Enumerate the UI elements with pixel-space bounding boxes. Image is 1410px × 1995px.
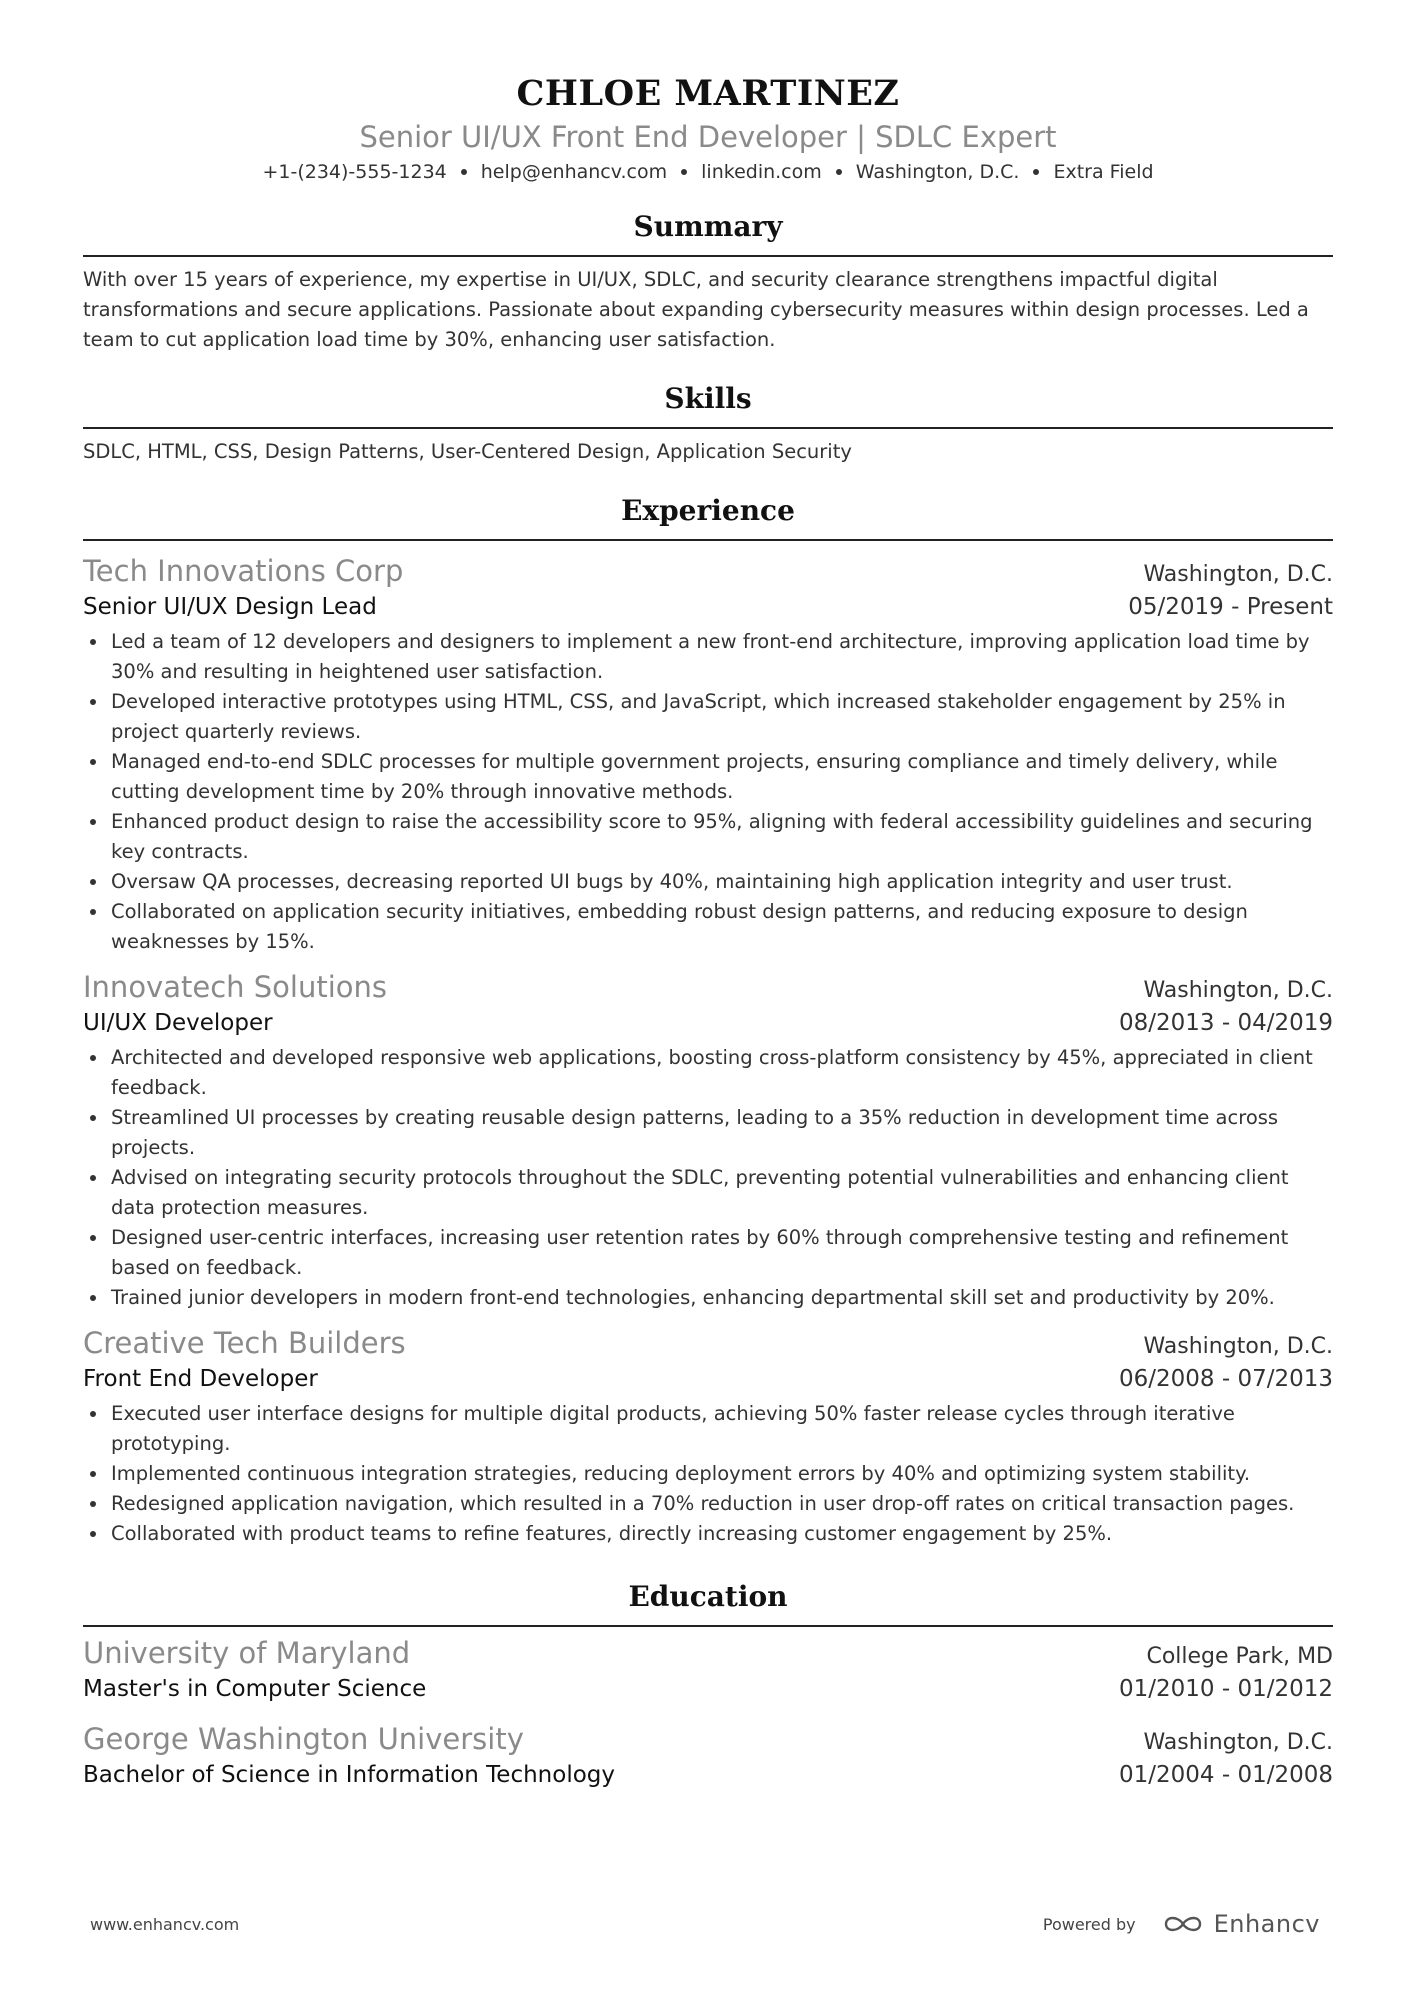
candidate-name: CHLOE MARTINEZ: [516, 73, 900, 114]
achievement-item: Developed interactive prototypes using HTML, CSS, and JavaScript, which increased stakeholder engagement by 25% in project quarterly reviews.: [111, 687, 1333, 747]
school-location: College Park, MD: [1146, 1644, 1333, 1669]
summary-section: [83, 207, 1333, 355]
skills-section: [83, 379, 1333, 467]
achievement-item: Designed user-centric interfaces, increasing user retention rates by 60% through comprehensive testing and refinement based on feedback.: [111, 1223, 1333, 1283]
school-name: George Washington University: [83, 1722, 524, 1756]
education-entry: [83, 1719, 1333, 1791]
experience-entry-header: [83, 1323, 1333, 1363]
achievement-item: Architected and developed responsive web applications, boosting cross-platform consistency by 45%, appreciated in client feedback.: [111, 1043, 1333, 1103]
powered-by-label: Powered by: [1042, 1914, 1136, 1934]
education-entry-subheader: [83, 1759, 1333, 1791]
brand-name: Enhancv: [1213, 1910, 1320, 1938]
experience-entry-subheader: [83, 1363, 1333, 1395]
job-dates: 06/2008 - 07/2013: [1118, 1366, 1333, 1392]
job-location: Washington, D.C.: [1143, 978, 1333, 1003]
experience-entry-subheader: [83, 591, 1333, 623]
location-text: Washington, D.C.: [855, 161, 1020, 183]
skills-text: SDLC, HTML, CSS, Design Patterns, User-Centered Design, Application Security: [83, 440, 852, 463]
company-name: Tech Innovations Corp: [83, 554, 404, 588]
page-footer: [90, 1910, 1320, 1938]
achievement-list: [83, 1399, 1333, 1549]
education-dates: 01/2010 - 01/2012: [1118, 1676, 1333, 1702]
education-entry: [83, 1633, 1333, 1705]
candidate-title: Senior UI/UX Front End Developer | SDLC Expert: [359, 120, 1057, 154]
skills-heading: Skills: [83, 379, 1333, 429]
achievement-item: Executed user interface designs for multiple digital products, achieving 50% faster release cycles through iterative prototyping.: [111, 1399, 1333, 1459]
achievement-item: Streamlined UI processes by creating reusable design patterns, leading to a 35% reduction in development time across projects.: [111, 1103, 1333, 1163]
achievement-item: Collaborated with product teams to refine features, directly increasing customer engagement by 25%.: [111, 1519, 1333, 1549]
job-dates: 05/2019 - Present: [1128, 594, 1333, 620]
achievement-item: Managed end-to-end SDLC processes for multiple government projects, ensuring compliance and timely delivery, while cutting development time by 20% through innovative methods.: [111, 747, 1333, 807]
separator-dot-icon: [836, 169, 842, 175]
website-link[interactable]: www.enhancv.com: [90, 1914, 240, 1934]
degree-name: Bachelor of Science in Information Technology: [83, 1762, 615, 1788]
job-location: Washington, D.C.: [1143, 1334, 1333, 1359]
experience-entry-subheader: [83, 1007, 1333, 1039]
achievement-item: Trained junior developers in modern front-end technologies, enhancing departmental skill set and productivity by 20%.: [111, 1283, 1333, 1313]
resume-page: [83, 0, 1333, 1791]
experience-entry: [83, 967, 1333, 1313]
email-link[interactable]: help@enhancv.com: [480, 161, 668, 183]
education-dates: 01/2004 - 01/2008: [1118, 1762, 1333, 1788]
experience-section: [83, 491, 1333, 1549]
education-entry-subheader: [83, 1673, 1333, 1705]
education-entry-header: [83, 1719, 1333, 1759]
company-name: Innovatech Solutions: [83, 970, 387, 1004]
resume-header: [83, 0, 1333, 187]
experience-entry: [83, 1323, 1333, 1549]
achievement-item: Led a team of 12 developers and designers to implement a new front-end architecture, improving application load time by 30% and resulting in heightened user satisfaction.: [111, 627, 1333, 687]
separator-dot-icon: [461, 169, 467, 175]
job-location: Washington, D.C.: [1143, 562, 1333, 587]
achievement-list: [83, 1043, 1333, 1313]
school-name: University of Maryland: [83, 1636, 411, 1670]
job-title: Senior UI/UX Design Lead: [83, 594, 377, 620]
separator-dot-icon: [681, 169, 687, 175]
degree-name: Master's in Computer Science: [83, 1676, 427, 1702]
achievement-item: Redesigned application navigation, which resulted in a 70% reduction in user drop-off rates on critical transaction pages.: [111, 1489, 1333, 1519]
job-title: Front End Developer: [83, 1366, 318, 1392]
linkedin-link[interactable]: linkedin.com: [701, 161, 822, 183]
achievement-item: Implemented continuous integration strategies, reducing deployment errors by 40% and optimizing system stability.: [111, 1459, 1333, 1489]
brand-logo[interactable]: [1160, 1910, 1320, 1938]
phone-text: +1-(234)-555-1234: [262, 161, 447, 183]
school-location: Washington, D.C.: [1143, 1730, 1333, 1755]
education-heading: Education: [83, 1577, 1333, 1627]
experience-entry-header: [83, 967, 1333, 1007]
experience-entry-header: [83, 551, 1333, 591]
achievement-item: Collaborated on application security initiatives, embedding robust design patterns, and reducing exposure to design weaknesses by 15%.: [111, 897, 1333, 957]
job-dates: 08/2013 - 04/2019: [1118, 1010, 1333, 1036]
achievement-item: Advised on integrating security protocols throughout the SDLC, preventing potential vulnerabilities and enhancing client data protection measures.: [111, 1163, 1333, 1223]
separator-dot-icon: [1033, 169, 1039, 175]
contact-line: [83, 157, 1333, 187]
achievement-item: Enhanced product design to raise the accessibility score to 95%, aligning with federal accessibility guidelines and securing key contracts.: [111, 807, 1333, 867]
summary-heading: Summary: [83, 207, 1333, 257]
company-name: Creative Tech Builders: [83, 1326, 406, 1360]
powered-by: [1043, 1910, 1320, 1938]
achievement-list: [83, 627, 1333, 957]
education-section: [83, 1577, 1333, 1791]
extra-field-text: Extra Field: [1053, 161, 1154, 183]
infinity-logo-icon: [1160, 1912, 1206, 1936]
experience-entry: [83, 551, 1333, 957]
job-title: UI/UX Developer: [83, 1010, 273, 1036]
education-entry-header: [83, 1633, 1333, 1673]
experience-heading: Experience: [83, 491, 1333, 541]
achievement-item: Oversaw QA processes, decreasing reported UI bugs by 40%, maintaining high application integrity and user trust.: [111, 867, 1333, 897]
summary-text: With over 15 years of experience, my expertise in UI/UX, SDLC, and security clearance strengthens impactful digital transformations and secure applications. Passionate about expanding cybersecurity measures within design processes. Led a team to cut application load time by 30%, enhancing user satisfaction.: [83, 268, 1309, 351]
